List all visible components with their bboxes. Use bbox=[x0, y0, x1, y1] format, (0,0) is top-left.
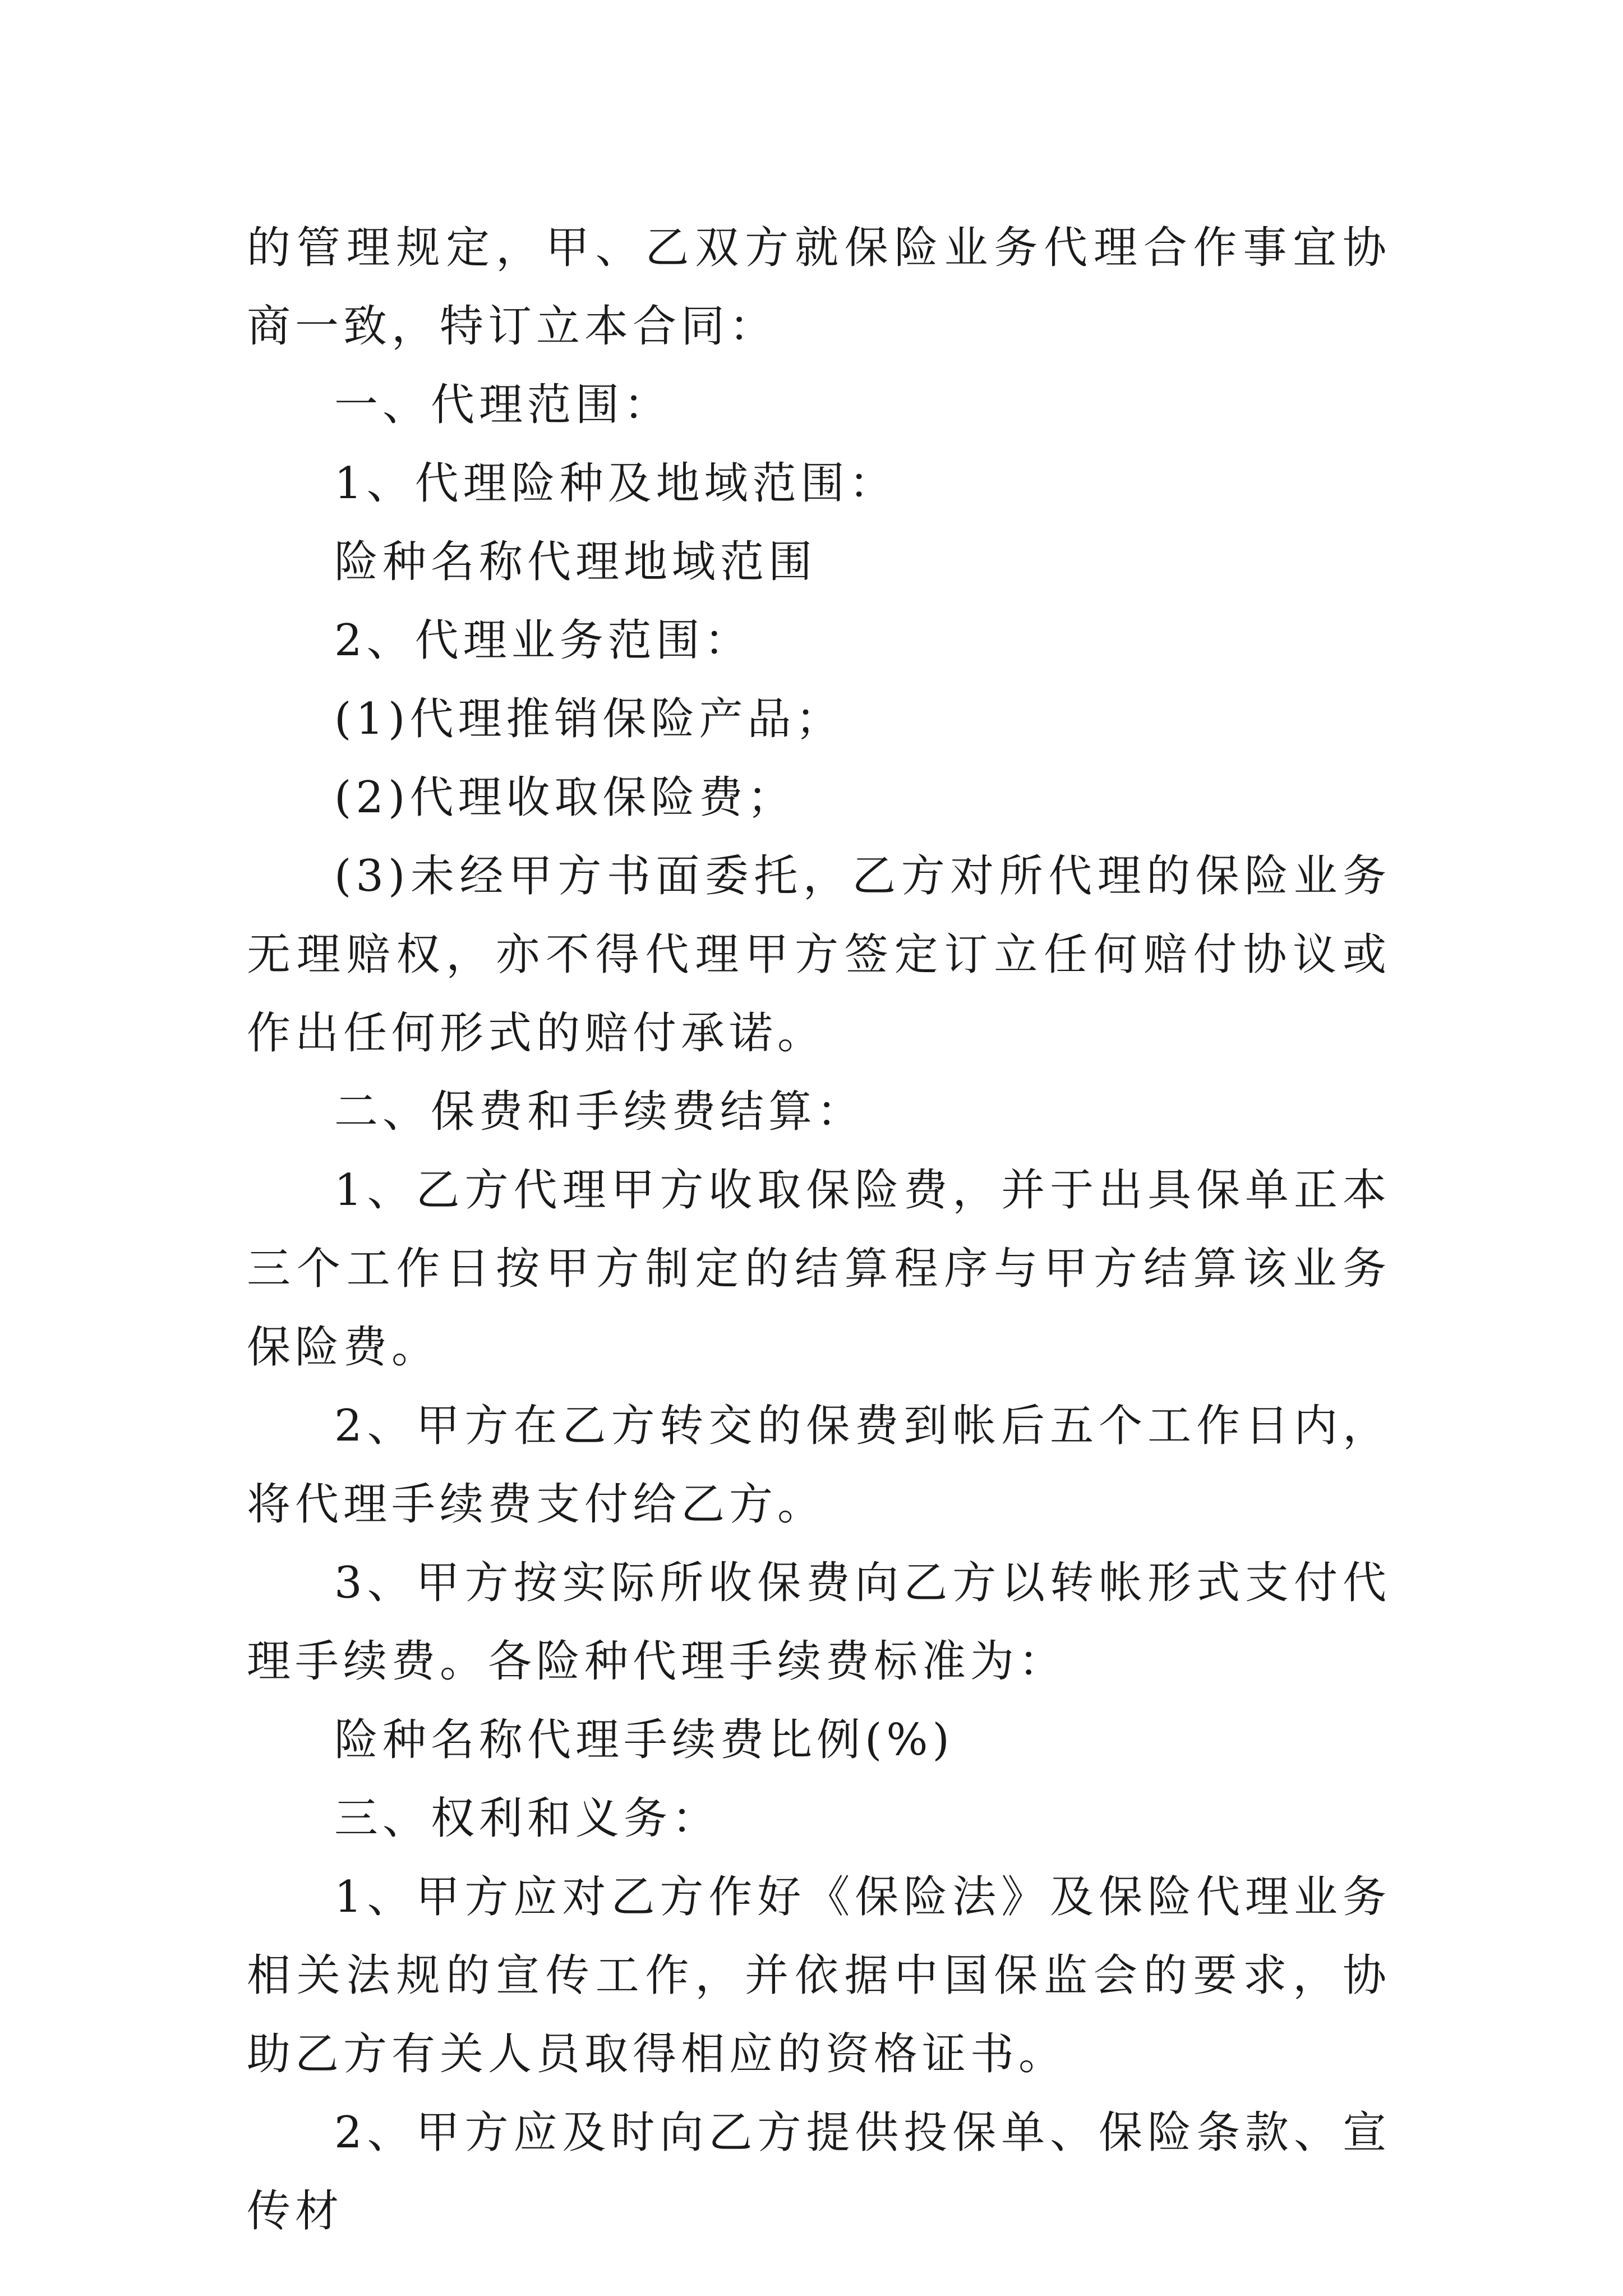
list-item-2: (2)代理收取保险费； bbox=[334, 772, 796, 823]
paragraph-settlement-2: 2、甲方在乙方转交的保费到帐后五个工作日内，将代理手续费支付给乙方。 bbox=[247, 1401, 1391, 1530]
paragraph-settlement-1: 1、乙方代理甲方收取保险费，并于出具保单正本三个工作日按甲方制定的结算程序与甲方结算该业务保险费。 bbox=[247, 1165, 1391, 1373]
paragraph-rights-2: 2、甲方应及时向乙方提供投保单、保险条款、宣传材 bbox=[247, 2108, 1391, 2237]
table-header-region: 险种名称代理地域范围 bbox=[334, 537, 817, 587]
paragraph-rights-1: 1、甲方应对乙方作好《保险法》及保险代理业务相关法规的宣传工作，并依据中国保监会的要求，协助乙方有关人员取得相应的资格证书。 bbox=[247, 1872, 1391, 2079]
section-heading-scope: 一、代理范围： bbox=[334, 380, 672, 430]
paragraph-business-scope: 2、代理业务范围： bbox=[334, 615, 753, 666]
paragraph-insurance-types: 1、代理险种及地域范围： bbox=[334, 458, 897, 509]
document-body bbox=[247, 209, 1391, 2251]
section-heading-rights: 三、权利和义务： bbox=[334, 1793, 721, 1844]
paragraph-settlement-3: 3、甲方按实际所收保费向乙方以转帐形式支付代理手续费。各险种代理手续费标准为： bbox=[247, 1558, 1391, 1687]
paragraph-intro: 的管理规定，甲、乙双方就保险业务代理合作事宜协商一致，特订立本合同： bbox=[247, 223, 1391, 352]
section-heading-settlement: 二、保费和手续费结算： bbox=[334, 1087, 865, 1137]
list-item-3: (3)未经甲方书面委托，乙方对所代理的保险业务无理赔权，亦不得代理甲方签定订立任何赔付协议或作出任何形式的赔付承诺。 bbox=[247, 851, 1391, 1059]
list-item-1: (1)代理推销保险产品； bbox=[334, 694, 844, 744]
table-header-commission: 险种名称代理手续费比例(%) bbox=[334, 1715, 954, 1765]
